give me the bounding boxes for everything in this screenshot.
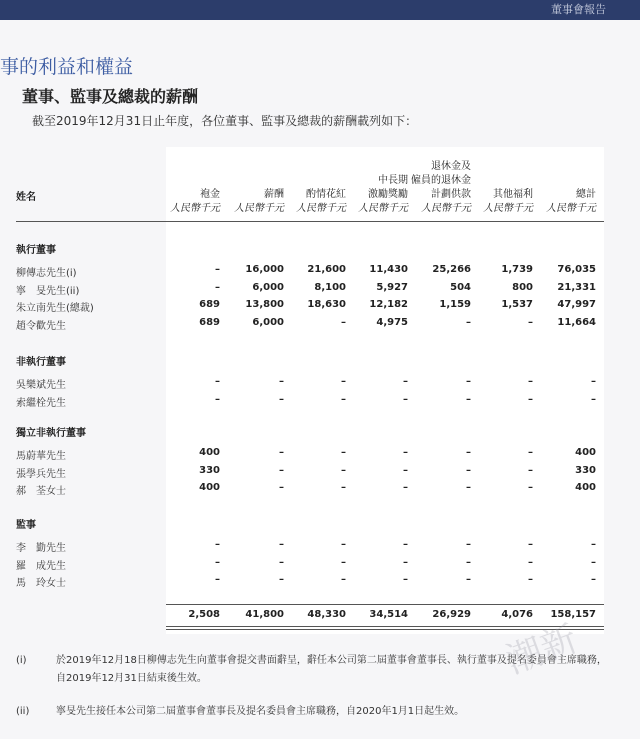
table-cell: –	[528, 447, 533, 458]
table-cell: 400	[575, 482, 596, 494]
row-name: 馬蔚華先生	[16, 451, 66, 462]
table-cell: 689	[199, 316, 220, 328]
table-cell: –	[341, 464, 346, 476]
table-cell: –	[215, 393, 220, 405]
table-cell: –	[591, 574, 596, 586]
table-cell: –	[466, 464, 471, 476]
table-cell: –	[591, 539, 596, 550]
table-cell: –	[403, 447, 408, 458]
table-row	[0, 573, 640, 590]
header-rule	[16, 221, 604, 222]
table-cell: –	[528, 393, 533, 405]
column-label: 薪酬	[264, 189, 284, 200]
column-label: 總計	[576, 189, 596, 200]
table-cell: 330	[575, 464, 596, 476]
table-cell: –	[279, 464, 284, 476]
table-cell: 400	[199, 447, 220, 458]
table-row	[0, 464, 640, 481]
table-cell: 11,430	[369, 264, 408, 275]
intro-text: 截至2019年12月31日止年度，各位董事、監事及總裁的薪酬載列如下：	[32, 114, 418, 128]
group-title: 非執行董事	[16, 357, 66, 368]
sub-title: 董事、監事及總裁的薪酬	[22, 87, 199, 106]
table-cell: –	[403, 464, 408, 476]
table-row	[0, 263, 640, 280]
column-label: 其他福利	[493, 189, 533, 200]
row-name: 索繼栓先生	[16, 397, 66, 409]
table-cell: –	[466, 574, 471, 586]
top-bar	[0, 0, 640, 20]
table-cell: –	[528, 574, 533, 586]
section-title: 事的利益和權益	[0, 56, 134, 78]
table-cell: 330	[199, 464, 220, 476]
table-cell: –	[528, 482, 533, 494]
column-unit: 人民幣千元	[546, 203, 596, 214]
row-name: 寧 旻先生(ii)	[16, 285, 80, 297]
table-cell: –	[403, 482, 408, 494]
column-label: 計劃供款	[431, 189, 471, 200]
column-unit: 人民幣千元	[170, 203, 220, 214]
table-cell: –	[279, 574, 284, 586]
table-row	[0, 393, 640, 410]
table-cell: –	[215, 376, 220, 387]
table-cell: 2,508	[188, 609, 220, 620]
row-name: 郝 荃女士	[16, 486, 66, 498]
table-cell: –	[466, 393, 471, 405]
total-top-rule	[166, 604, 604, 605]
table-cell: –	[403, 574, 408, 586]
column-label: 中長期	[378, 175, 408, 186]
table-cell: –	[341, 556, 346, 568]
table-row	[0, 481, 640, 498]
table-row	[0, 281, 640, 298]
row-name: 朱立南先生(總裁)	[16, 303, 94, 315]
table-cell: 1,537	[501, 299, 533, 311]
table-cell: –	[528, 376, 533, 387]
table-cell: –	[215, 556, 220, 568]
table-row	[0, 375, 640, 392]
table-cell: 47,997	[557, 299, 596, 311]
table-row	[0, 298, 640, 315]
table-cell: 158,157	[550, 609, 596, 620]
column-label: 僱員的退休金	[411, 175, 471, 186]
column-label: 酌情花紅	[306, 189, 346, 200]
table-cell: –	[215, 539, 220, 550]
table-cell: –	[466, 539, 471, 550]
table-cell: –	[279, 539, 284, 550]
table-cell: 18,630	[307, 299, 346, 311]
table-cell: –	[215, 281, 220, 293]
table-cell: 41,800	[245, 609, 284, 620]
column-unit: 人民幣千元	[421, 203, 471, 214]
table-cell: –	[591, 376, 596, 387]
table-cell: 400	[199, 482, 220, 494]
row-name: 李 勤先生	[16, 543, 66, 554]
column-label: 激勵獎勵	[368, 189, 408, 200]
table-cell: –	[528, 464, 533, 476]
table-cell: –	[466, 482, 471, 494]
column-label: 退休金及	[431, 161, 471, 172]
table-cell: –	[341, 393, 346, 405]
table-cell: 16,000	[245, 264, 284, 275]
note-marker: (ii)	[16, 706, 30, 717]
table-cell: –	[466, 447, 471, 458]
column-unit: 人民幣千元	[234, 203, 284, 214]
column-unit: 人民幣千元	[358, 203, 408, 214]
table-row	[0, 538, 640, 555]
table-cell: –	[279, 482, 284, 494]
table-cell: 25,266	[432, 264, 471, 275]
table-cell: –	[528, 556, 533, 568]
table-cell: 21,331	[557, 281, 596, 293]
table-cell: –	[341, 574, 346, 586]
table-cell: 689	[199, 299, 220, 311]
table-cell: 48,330	[307, 609, 346, 620]
row-name: 趙令歡先生	[16, 320, 66, 332]
table-cell: –	[528, 539, 533, 550]
table-cell: 13,800	[245, 299, 284, 311]
table-cell: 4,076	[501, 609, 533, 620]
table-cell: 11,664	[557, 316, 596, 328]
row-name: 馬 玲女士	[16, 578, 66, 590]
table-cell: 6,000	[252, 316, 284, 328]
table-row	[0, 446, 640, 463]
row-name: 羅 成先生	[16, 560, 66, 572]
table-cell: –	[341, 482, 346, 494]
table-cell: –	[591, 393, 596, 405]
note-2	[16, 703, 620, 723]
table-cell: –	[466, 316, 471, 328]
table-cell: –	[466, 556, 471, 568]
table-cell: 76,035	[557, 264, 596, 275]
note-text: 寧旻先生接任本公司第二屆董事會董事長及提名委員會主席職務，自2020年1月1日起生效。	[56, 706, 465, 717]
watermark: 潮新	[501, 618, 583, 682]
row-name: 張學兵先生	[16, 468, 66, 480]
table-cell: –	[215, 264, 220, 275]
group-title: 獨立非執行董事	[16, 428, 86, 439]
group-title: 執行董事	[16, 245, 56, 256]
table-cell: –	[403, 556, 408, 568]
table-cell: –	[466, 376, 471, 387]
table-cell: –	[215, 574, 220, 586]
table-cell: 5,927	[376, 281, 408, 293]
table-cell: –	[403, 376, 408, 387]
table-cell: –	[279, 447, 284, 458]
row-name: 柳傳志先生(i)	[16, 268, 77, 279]
table-cell: –	[341, 316, 346, 328]
note-marker: (i)	[16, 655, 27, 666]
table-cell: 4,975	[376, 316, 408, 328]
table-cell: 1,159	[439, 299, 471, 311]
table-cell: –	[341, 376, 346, 387]
table-cell: 26,929	[432, 609, 471, 620]
table-cell: 34,514	[369, 609, 408, 620]
table-cell: –	[403, 539, 408, 550]
note-text: 於2019年12月18日柳傳志先生向董事會提交書面辭呈，辭任本公司第二屆董事會董事長、執行董事及提名委員會主席職務，自2019年12月31日結束後生效。	[56, 655, 607, 684]
name-column-header: 姓名	[16, 192, 36, 203]
column-unit: 人民幣千元	[296, 203, 346, 214]
table-cell: 12,182	[369, 299, 408, 311]
table-cell: –	[528, 316, 533, 328]
table-cell: –	[341, 539, 346, 550]
table-cell: –	[341, 447, 346, 458]
table-cell: 504	[450, 281, 471, 293]
table-cell: 400	[575, 447, 596, 458]
table-cell: 6,000	[252, 281, 284, 293]
table-row	[0, 316, 640, 333]
column-header	[506, 188, 596, 216]
table-cell: –	[279, 393, 284, 405]
row-name: 吳樂斌先生	[16, 380, 66, 391]
table-row	[0, 556, 640, 573]
table-cell: –	[591, 556, 596, 568]
table-cell: –	[403, 393, 408, 405]
table-cell: 1,739	[501, 264, 533, 275]
table-cell: –	[279, 376, 284, 387]
column-unit: 人民幣千元	[483, 203, 533, 214]
table-cell: 800	[512, 281, 533, 293]
group-title: 監事	[16, 520, 36, 531]
table-cell: 21,600	[307, 264, 346, 275]
table-cell: 8,100	[314, 281, 346, 293]
running-title: 董事會報告	[551, 3, 606, 16]
table-cell: –	[279, 556, 284, 568]
column-label: 袍金	[200, 189, 220, 200]
